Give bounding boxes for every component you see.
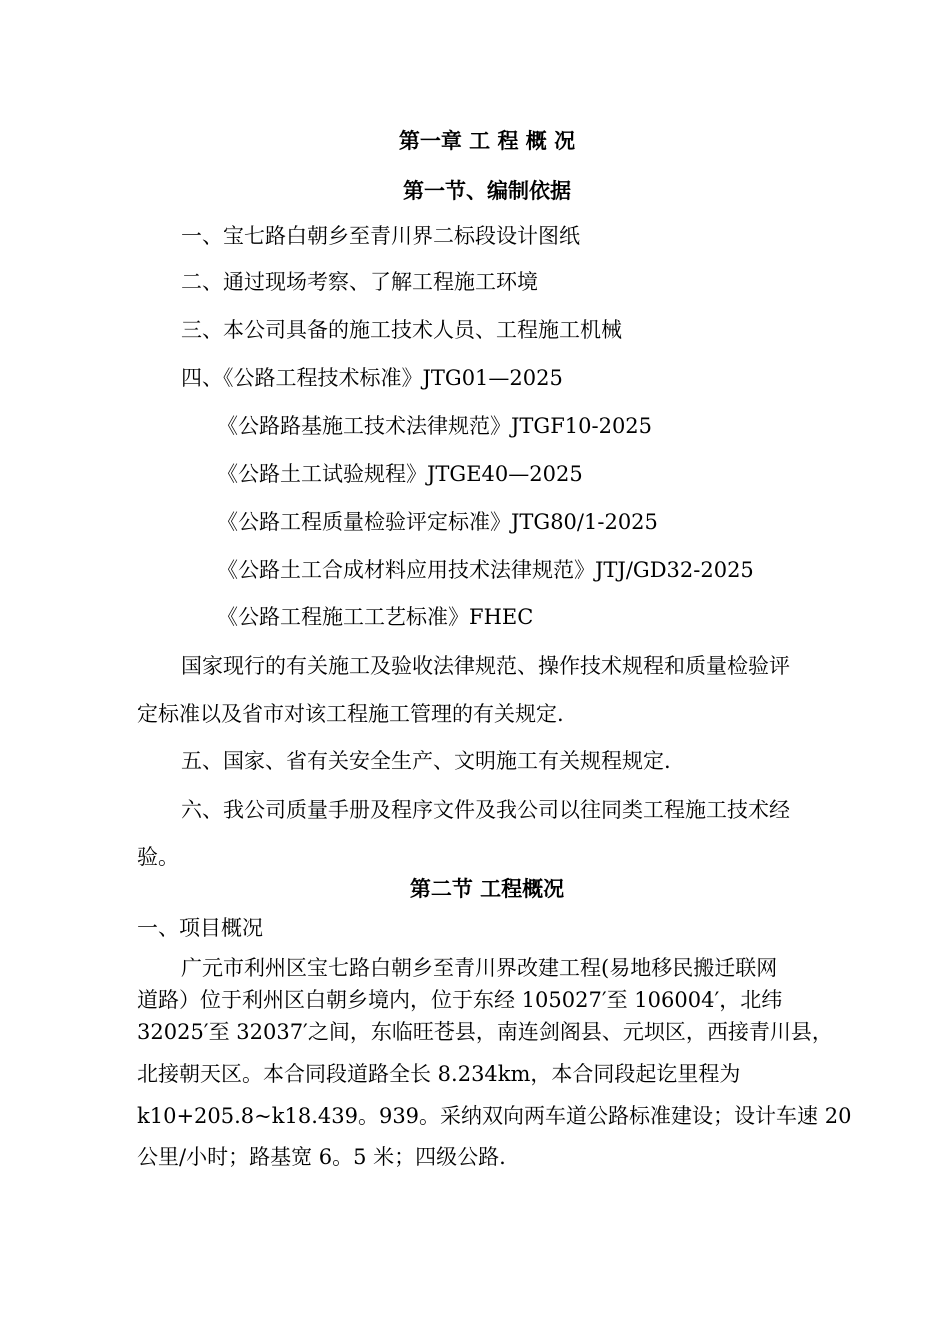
basis-item-4: 四、《公路工程技术标准》JTG01—2025 (181, 366, 563, 390)
standard-item: 《公路工程质量检验评定标准》JTG80/1-2025 (217, 510, 658, 534)
basis-item-3: 三、本公司具备的施工技术人员、工程施工机械 (181, 318, 622, 342)
chapter-title: 第一章 工 程 概 况 (398, 128, 576, 153)
national-standards-line-2: 定标准以及省市对该工程施工管理的有关规定. (137, 702, 564, 726)
project-para-line: 32025′至 32037′之间，东临旺苍县，南连剑阁县、元坝区，西接青川县， (137, 1020, 833, 1044)
basis-item-6-line-1: 六、我公司质量手册及程序文件及我公司以往同类工程施工技术经 (181, 798, 790, 822)
standard-item: 《公路工程施工工艺标准》FHEC (217, 605, 534, 629)
standard-item: 《公路路基施工技术法律规范》JTGF10-2025 (217, 414, 653, 438)
project-para-line: 北接朝天区。本合同段道路全长 8.234km，本合同段起讫里程为 (137, 1062, 741, 1086)
project-para-line: 道路）位于利州区白朝乡境内，位于东经 105027′至 106004′，北纬 (137, 988, 783, 1012)
basis-item-2: 二、通过现场考察、了解工程施工环境 (181, 270, 538, 294)
section-2-title: 第二节 工程概况 (409, 876, 565, 901)
project-para-line: 公里/小时；路基宽 6。5 米；四级公路. (137, 1145, 506, 1169)
project-para-line: 广元市利州区宝七路白朝乡至青川界改建工程(易地移民搬迁联网 (181, 956, 778, 980)
standard-item: 《公路土工试验规程》JTGE40—2025 (217, 462, 583, 486)
project-para-line: k10+205.8~k18.439。939。采纳双向两车道公路标准建设；设计车速 20 (137, 1104, 852, 1128)
basis-item-5: 五、国家、省有关安全生产、文明施工有关规程规定. (181, 749, 671, 773)
national-standards-line-1: 国家现行的有关施工及验收法律规范、操作技术规程和质量检验评 (181, 654, 790, 678)
section-1-title: 第一节、编制依据 (403, 178, 571, 203)
project-overview-heading: 一、项目概况 (137, 916, 263, 940)
basis-item-1: 一、宝七路白朝乡至青川界二标段设计图纸 (181, 224, 580, 248)
basis-item-6-line-2: 验。 (137, 845, 179, 869)
standard-item: 《公路土工合成材料应用技术法律规范》JTJ/GD32-2025 (217, 558, 754, 582)
